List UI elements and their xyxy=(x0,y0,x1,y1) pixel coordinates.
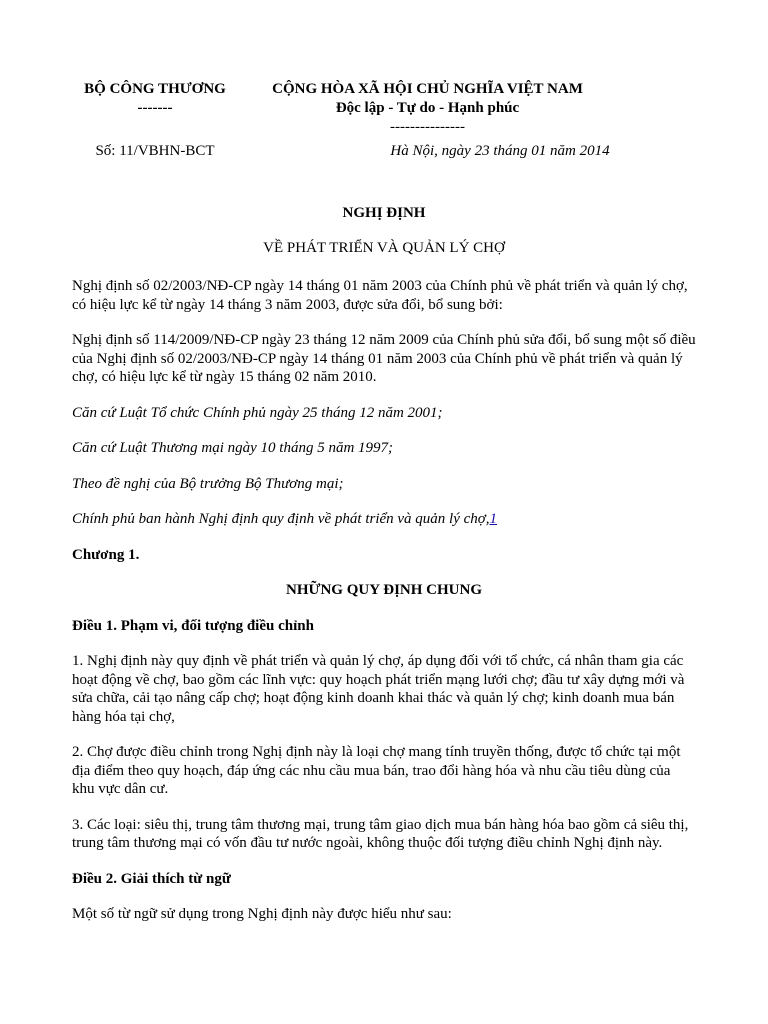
document-title: NGHỊ ĐỊNH xyxy=(342,205,426,221)
country-name: CỘNG HÒA XÃ HỘI CHỦ NGHĨA VIỆT NAM xyxy=(272,81,583,97)
issuing-agency-block xyxy=(70,80,240,118)
document-body xyxy=(72,277,696,941)
legal-basis-2: Căn cứ Luật Thương mại ngày 10 tháng 5 năm 1997; xyxy=(72,440,394,456)
national-title-block xyxy=(250,80,605,137)
article-1-clause-3: 3. Các loại: siêu thị, trung tâm thương mại, trung tâm giao dịch mua bán hàng hóa bao gồm cả siêu thị, trung tâm thương mại có vốn đầu tư nước ngoài, không thuộc đối tượng điều chỉnh Nghị định này. xyxy=(72,816,689,851)
article-2-heading: Điều 2. Giải thích từ ngữ xyxy=(72,870,231,887)
national-motto: Độc lập - Tự do - Hạnh phúc xyxy=(335,100,520,116)
ministry-name: BỘ CÔNG THƯƠNG xyxy=(84,81,226,97)
chapter-title: NHỮNG QUY ĐỊNH CHUNG xyxy=(286,582,482,598)
article-1-clause-1: 1. Nghị định này quy định về phát triển và quản lý chợ, áp dụng đối với tổ chức, cá nhân tham gia các hoạt động về chợ, bao gồm các lĩnh vực: quy hoạch phát triển mạng lưới chợ; đầu tư xây dựng mới và sửa chữa, cải tạo nâng cấp chợ; hoạt động kinh doanh khai thác và quản lý chợ; kinh doanh mua bán hàng hóa tại chợ, xyxy=(72,653,685,725)
place-and-date: Hà Nội, ngày 23 tháng 01 năm 2014 xyxy=(390,143,610,159)
legal-basis-1: Căn cứ Luật Tổ chức Chính phủ ngày 25 tháng 12 năm 2001; xyxy=(72,404,443,421)
article-2-intro: Một số từ ngữ sử dụng trong Nghị định này được hiểu như sau: xyxy=(72,906,452,922)
legal-basis-3: Theo đề nghị của Bộ trưởng Bộ Thương mại; xyxy=(72,475,344,492)
ministry-rule: ------- xyxy=(137,100,173,116)
promulgation-text: Chính phủ ban hành Nghị định quy định về phát triển và quản lý chợ, xyxy=(72,511,490,527)
chapter-heading: Chương 1. xyxy=(72,546,140,563)
motto-rule: --------------- xyxy=(390,119,465,135)
amending-decree-paragraph: Nghị định số 114/2009/NĐ-CP ngày 23 tháng 12 năm 2009 của Chính phủ sửa đổi, bổ sung một số điều của Nghị định số 02/2003/NĐ-CP ngày 14 tháng 01 năm 2003 của Chính phủ về phát triển và quản lý chợ, có hiệu lực kể từ ngày 15 tháng 02 năm 2010. xyxy=(72,332,696,385)
article-1-heading: Điều 1. Phạm vi, đối tượng điều chỉnh xyxy=(72,617,314,634)
article-1-clause-2: 2. Chợ được điều chỉnh trong Nghị định này là loại chợ mang tính truyền thống, được tổ chức tại một địa điểm theo quy hoạch, đáp ứng các nhu cầu mua bán, trao đổi hàng hóa và nhu cầu tiêu dùng của khu vực dân cư. xyxy=(72,744,681,797)
footnote-link[interactable]: 1 xyxy=(489,511,498,527)
promulgation-statement xyxy=(72,510,696,529)
amended-decree-paragraph: Nghị định số 02/2003/NĐ-CP ngày 14 tháng 01 năm 2003 của Chính phủ về phát triển và quản lý chợ, có hiệu lực kể từ ngày 14 tháng 3 năm 2003, được sửa đổi, bổ sung bởi: xyxy=(72,278,688,313)
document-number: Số: 11/VBHN-BCT xyxy=(95,143,215,159)
document-subtitle: VỀ PHÁT TRIỂN VÀ QUẢN LÝ CHỢ xyxy=(263,240,505,256)
